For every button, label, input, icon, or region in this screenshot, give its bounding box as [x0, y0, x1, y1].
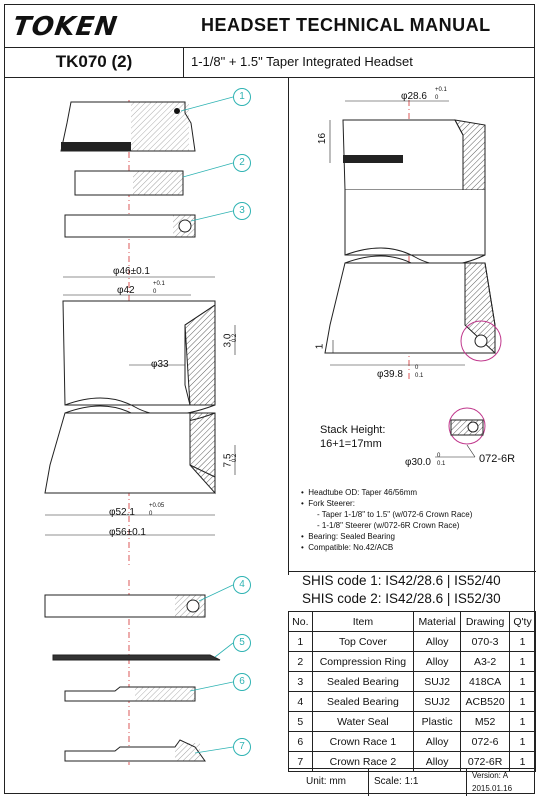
- dim-steerer286: φ28.6: [401, 91, 427, 102]
- dim-steerer286-tol: +0.1: [435, 87, 447, 93]
- table-row: 6 Crown Race 1 Alloy 072-6 1: [289, 732, 536, 752]
- table-row: 7 Crown Race 2 Alloy 072-6R 1: [289, 752, 536, 772]
- col-material: Material: [414, 612, 461, 632]
- headtube-section: [45, 301, 215, 493]
- dim-h75-tol: 0.2: [232, 453, 239, 463]
- detail-label: 072-6R: [479, 453, 516, 465]
- note-item: • Bearing: Sealed Bearing: [301, 532, 395, 541]
- date-label: 2015.01.16: [472, 784, 513, 793]
- dim-h1: 1: [314, 343, 326, 350]
- stack-height-value: 16+1=17mm: [320, 438, 382, 450]
- note-item: • Compatible: No.42/ACB: [301, 543, 394, 552]
- dim-crown398-tol2: 0.1: [415, 373, 424, 379]
- bearing-418-drawing: [65, 215, 195, 237]
- version-label: Version: A: [472, 771, 509, 780]
- top-cover-drawing: [61, 102, 195, 151]
- dim-h75: 7.5: [222, 453, 234, 468]
- vertical-divider: [288, 77, 289, 575]
- compression-ring-drawing: [75, 171, 183, 195]
- callout-4: 4: [233, 576, 251, 594]
- col-qty: Q'ty: [510, 612, 536, 632]
- spec-notes: [301, 487, 472, 553]
- dim-od56: φ56±0.1: [109, 527, 146, 538]
- dim-id42-tol2: 0: [153, 289, 157, 295]
- callout-7: 7: [233, 738, 251, 756]
- dim-h16: 16: [317, 132, 329, 145]
- dim-crown398: φ39.8: [377, 369, 403, 380]
- detail-view: [435, 408, 485, 457]
- dim-crown398-tol: 0: [415, 365, 419, 371]
- shis-code-2: SHIS code 2: IS42/28.6 | IS52/30: [302, 591, 501, 606]
- col-no: No.: [289, 612, 313, 632]
- callout-3: 3: [233, 202, 251, 220]
- note-item: • Headtube OD: Taper 46/56mm: [301, 488, 418, 497]
- stack-height-label: Stack Height:: [320, 424, 386, 436]
- table-header: [289, 612, 536, 632]
- model-description: 1-1/8" + 1.5" Taper Integrated Headset: [191, 54, 413, 69]
- bearing-acb-drawing: [45, 595, 205, 617]
- dim-id42: φ42: [117, 285, 135, 296]
- stack-height: [320, 423, 385, 451]
- parts-table: [288, 611, 536, 772]
- crown-race-1-drawing: [65, 687, 195, 701]
- dim-id42-tol: +0.1: [153, 281, 165, 287]
- table-row: 2 Compression Ring Alloy A3-2 1: [289, 652, 536, 672]
- dim-od521-tol: +0.05: [149, 503, 165, 509]
- water-seal-drawing: [53, 655, 220, 660]
- assembly-section: [325, 120, 501, 361]
- model-code: TK070 (2): [5, 47, 184, 77]
- table-row: 4 Sealed Bearing SUJ2 ACB520 1: [289, 692, 536, 712]
- table-row: 5 Water Seal Plastic M52 1: [289, 712, 536, 732]
- dim-h3-tol: 0.2: [232, 333, 239, 343]
- dim-crown30: φ30.0: [405, 457, 431, 468]
- col-drawing: Drawing: [461, 612, 510, 632]
- unit-label: Unit: mm: [306, 776, 346, 787]
- brand-logo: TOKEN: [10, 12, 120, 42]
- note-item: - 1-1/8" Steerer (w/072-6R Crown Race): [317, 521, 460, 530]
- manual-title: HEADSET TECHNICAL MANUAL: [201, 15, 491, 35]
- note-item: • Fork Steerer:: [301, 499, 355, 508]
- crown-race-2-drawing: [65, 740, 205, 761]
- shis-code-1: SHIS code 1: IS42/28.6 | IS52/40: [302, 573, 501, 588]
- callout-6: 6: [233, 673, 251, 691]
- shis-codes: [288, 571, 536, 608]
- dim-steerer286-tol2: 0: [435, 95, 439, 101]
- col-item: Item: [312, 612, 413, 632]
- note-item: - Taper 1-1/8" to 1.5" (w/072-6 Crown Race): [317, 510, 473, 519]
- callout-1: 1: [233, 88, 251, 106]
- callout-2: 2: [233, 154, 251, 172]
- table-row: 3 Sealed Bearing SUJ2 418CA 1: [289, 672, 536, 692]
- scale-label: Scale: 1:1: [374, 776, 419, 787]
- table-row: 1 Top Cover Alloy 070-3 1: [289, 632, 536, 652]
- dim-od521: φ52.1: [109, 507, 135, 518]
- footer: [288, 768, 536, 796]
- dim-crown30-tol: 0: [437, 453, 441, 459]
- dim-od46: φ46±0.1: [113, 266, 150, 277]
- dim-od521-tol2: 0: [149, 511, 153, 517]
- technical-sheet: [4, 4, 535, 794]
- dim-id33: φ33: [151, 359, 169, 370]
- callout-5: 5: [233, 634, 251, 652]
- dim-h3: 3.0: [222, 333, 234, 348]
- dim-crown30-tol2: 0.1: [437, 461, 446, 467]
